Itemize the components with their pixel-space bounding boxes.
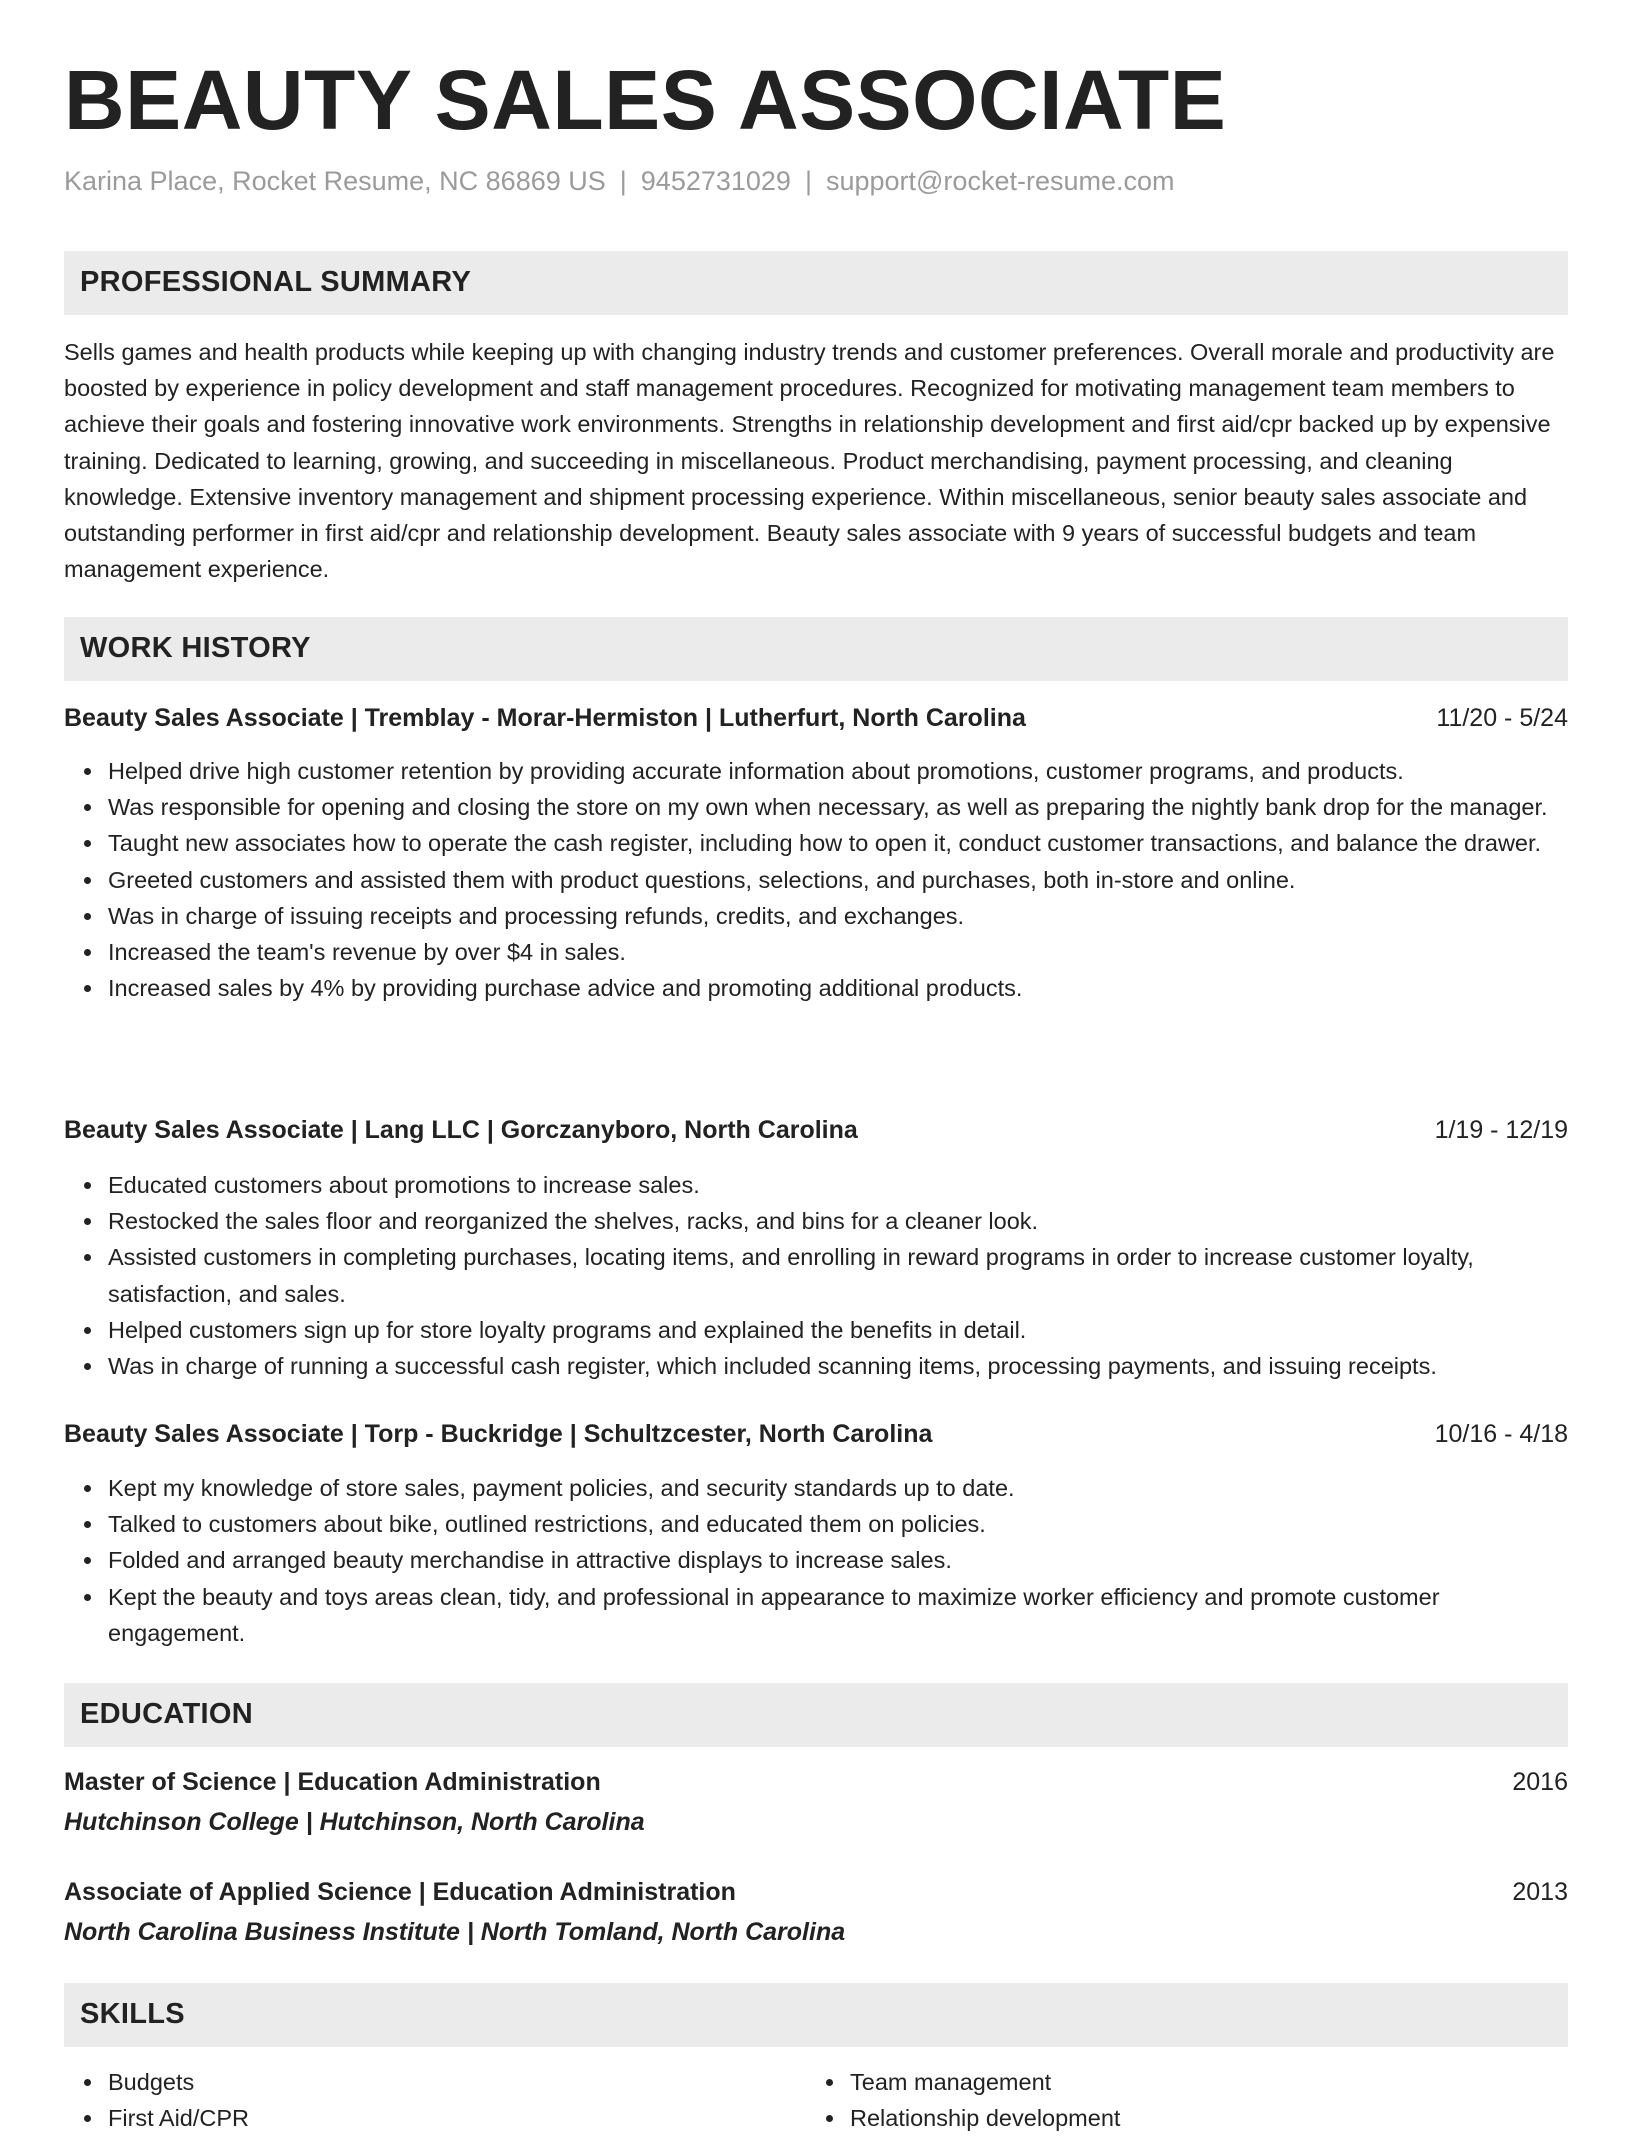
contact-phone: 9452731029 — [640, 166, 791, 196]
job-dates: 1/19 - 12/19 — [1434, 1116, 1568, 1144]
job-bullet: Talked to customers about bike, outlined restrictions, and educated them on policies. — [64, 1506, 1568, 1542]
job-bullet-list — [64, 1167, 1568, 1384]
contact-line — [64, 166, 1175, 197]
section-header-work-history — [64, 617, 1568, 681]
job-bullet: Assisted customers in completing purchases, locating items, and enrolling in reward programs in order to increase customer loyalty, satisfaction, and sales. — [64, 1239, 1568, 1311]
skills-column-left — [64, 2064, 249, 2136]
job-bullet: Was responsible for opening and closing the store on my own when necessary, as well as preparing the nightly bank drop for the manager. — [64, 789, 1568, 825]
job-bullet: Helped customers sign up for store loyalty programs and explained the benefits in detail. — [64, 1312, 1568, 1348]
job-bullet: Restocked the sales floor and reorganized the shelves, racks, and bins for a cleaner look. — [64, 1203, 1568, 1239]
job-title-line: Beauty Sales Associate | Tremblay - Morar-Hermiston | Lutherfurt, North Carolina — [64, 704, 1026, 732]
job-bullet: Greeted customers and assisted them with product questions, selections, and purchases, both in-store and online. — [64, 862, 1568, 898]
skill-item: Team management — [806, 2064, 1120, 2100]
degree-title: Associate of Applied Science | Education Administration — [64, 1878, 736, 1906]
education-school: North Carolina Business Institute | North Tomland, North Carolina — [64, 1918, 846, 1946]
job-dates: 10/16 - 4/18 — [1434, 1420, 1568, 1448]
degree-year: 2016 — [1512, 1768, 1568, 1796]
job-bullet: Increased sales by 4% by providing purchase advice and promoting additional products. — [64, 970, 1568, 1006]
section-header-education — [64, 1683, 1568, 1747]
job-bullet-list — [64, 753, 1568, 1006]
education-degree — [64, 1878, 1568, 1907]
education-school: Hutchinson College | Hutchinson, North Carolina — [64, 1808, 645, 1836]
candidate-name: BEAUTY SALES ASSOCIATE — [64, 53, 1227, 147]
section-title: SKILLS — [80, 1998, 185, 2030]
job-bullet: Was in charge of running a successful cash register, which included scanning items, processing payments, and issuing receipts. — [64, 1348, 1568, 1384]
job-heading — [64, 1116, 1568, 1145]
contact-address: Karina Place, Rocket Resume, NC 86869 US — [64, 166, 606, 196]
job-bullet: Was in charge of issuing receipts and processing refunds, credits, and exchanges. — [64, 898, 1568, 934]
job-heading — [64, 704, 1568, 733]
job-bullet: Kept my knowledge of store sales, payment policies, and security standards up to date. — [64, 1470, 1568, 1506]
job-title-line: Beauty Sales Associate | Torp - Buckridge | Schultzcester, North Carolina — [64, 1420, 933, 1448]
contact-separator: | — [619, 166, 627, 196]
skill-item: First Aid/CPR — [64, 2100, 249, 2136]
section-title: EDUCATION — [80, 1698, 253, 1730]
degree-title: Master of Science | Education Administration — [64, 1768, 601, 1796]
job-title-line: Beauty Sales Associate | Lang LLC | Gorczanyboro, North Carolina — [64, 1116, 858, 1144]
job-dates: 11/20 - 5/24 — [1436, 704, 1568, 732]
contact-email: support@rocket-resume.com — [825, 166, 1175, 196]
skill-item: Budgets — [64, 2064, 249, 2100]
education-degree — [64, 1768, 1568, 1797]
job-bullet-list — [64, 1470, 1568, 1651]
job-bullet: Kept the beauty and toys areas clean, tidy, and professional in appearance to maximize worker efficiency and promote customer engagement. — [64, 1579, 1568, 1651]
job-bullet: Helped drive high customer retention by providing accurate information about promotions, customer programs, and products. — [64, 753, 1568, 789]
job-bullet: Educated customers about promotions to increase sales. — [64, 1167, 1568, 1203]
skills-column-right — [806, 2064, 1120, 2136]
job-heading — [64, 1420, 1568, 1449]
summary-text: Sells games and health products while keeping up with changing industry trends and customer preferences. Overall morale and productivity are boosted by experience in policy development and staff management procedures. Recognized for motivating management team members to achieve their goals and fostering innovative work environments. Strengths in relationship development and first aid/cpr backed up by expensive training. Dedicated to learning, growing, and succeeding in miscellaneous. Product merchandising, payment processing, and cleaning knowledge. Extensive inventory management and shipment processing experience. Within miscellaneous, senior beauty sales associate and outstanding performer in first aid/cpr and relationship development. Beauty sales associate with 9 years of successful budgets and team management experience. — [64, 339, 1555, 583]
job-bullet: Increased the team's revenue by over $4 in sales. — [64, 934, 1568, 970]
job-bullet: Folded and arranged beauty merchandise in attractive displays to increase sales. — [64, 1542, 1568, 1578]
section-title: PROFESSIONAL SUMMARY — [80, 266, 472, 298]
contact-separator: | — [804, 166, 812, 196]
skill-item: Relationship development — [806, 2100, 1120, 2136]
job-bullet: Taught new associates how to operate the cash register, including how to open it, conduct customer transactions, and balance the drawer. — [64, 825, 1568, 861]
degree-year: 2013 — [1512, 1878, 1568, 1906]
section-header-skills — [64, 1983, 1568, 2047]
section-header-summary — [64, 251, 1568, 315]
section-title: WORK HISTORY — [80, 632, 311, 664]
